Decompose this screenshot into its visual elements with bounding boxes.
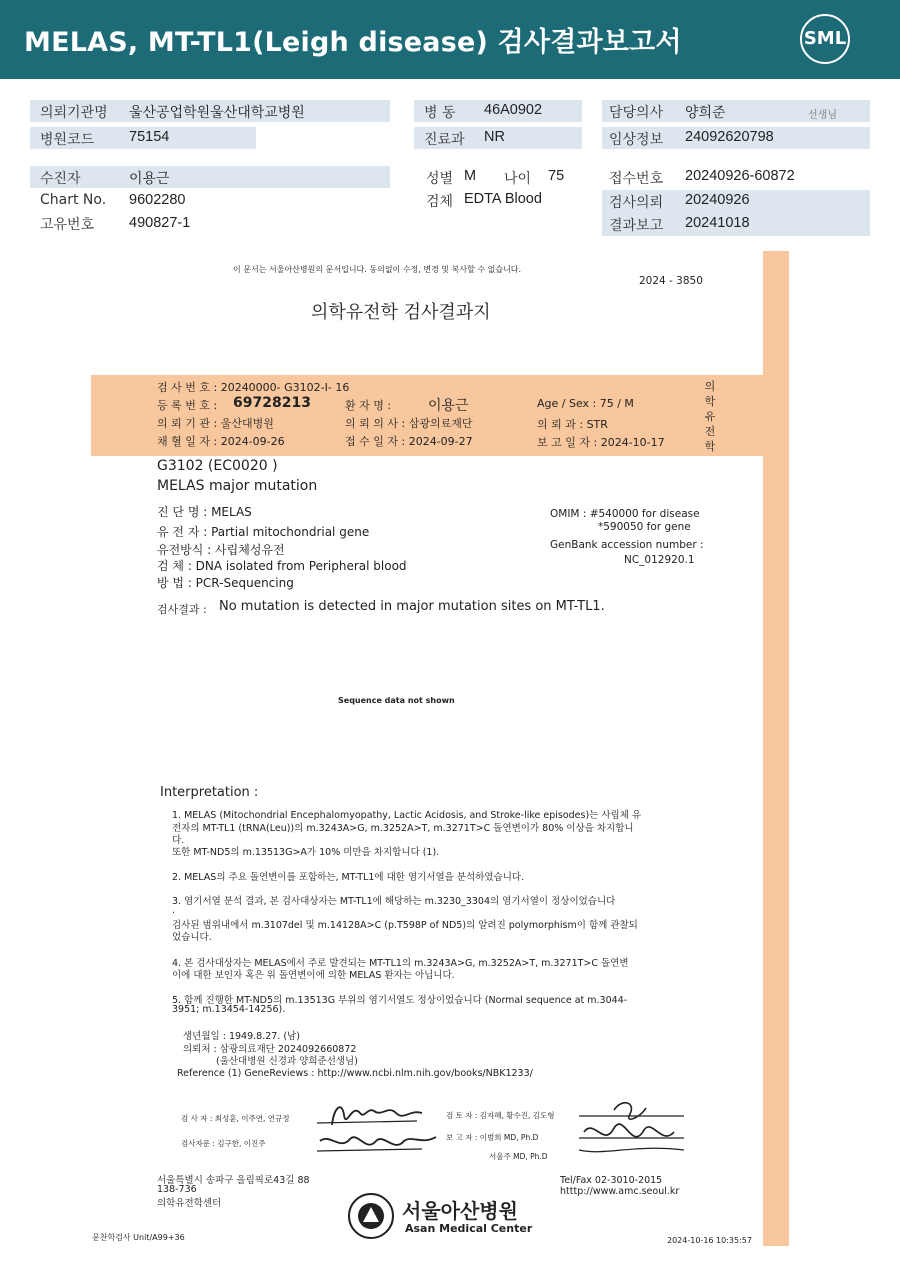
org-value: 울산공업학원울산대학교병원 bbox=[129, 105, 305, 121]
sml-logo-icon bbox=[800, 14, 850, 64]
receipt-label: 접수번호 bbox=[609, 171, 664, 187]
patient-bar bbox=[30, 166, 390, 188]
interp-p3d: 었습니다. bbox=[172, 932, 212, 943]
band-exam-no: 검 사 번 호 : 20240000- G3102-I- 16 bbox=[157, 381, 350, 394]
dept-value: NR bbox=[484, 129, 505, 145]
band-dept: 의 뢰 과 : STR bbox=[537, 418, 608, 431]
reporter-line-2: 서울주 MD, Ph.D bbox=[489, 1152, 548, 1161]
web-line: htttp://www.amc.seoul.kr bbox=[560, 1186, 680, 1197]
tel-line: Tel/Fax 02-3010-2015 bbox=[560, 1175, 663, 1186]
interp-p5b: 3951; m.13454-14256). bbox=[172, 1004, 286, 1015]
interp-p3c: 검사된 범위내에서 m.3107del 및 m.14128A>C (p.T598P of ND5)의 알려진 polymorphism이 함께 관찰되 bbox=[172, 920, 638, 931]
band-vertical-char: 유 bbox=[704, 410, 716, 423]
uid-label: 고유번호 bbox=[40, 217, 95, 233]
interp-p5a: 5. 함께 진행한 MT-ND5의 m.13513G 부위의 염기서열도 정상이었습니다 (Normal sequence at m.3044- bbox=[172, 995, 628, 1006]
interp-p1a: 1. MELAS (Mitochondrial Encephalomyopathy, Lactic Acidosis, and Stroke-like episodes)는 사립체 유 bbox=[172, 810, 642, 821]
sequence-note: Sequence data not shown bbox=[338, 696, 455, 705]
approvers-line: 검사자문 : 김구한, 이진주 bbox=[181, 1139, 266, 1148]
band-receive: 접 수 일 자 : 2024-09-27 bbox=[345, 435, 473, 448]
asan-foundation-seal-icon bbox=[347, 1192, 395, 1240]
diag-line: 진 단 명 : MELAS bbox=[157, 505, 252, 519]
reference-line: Reference (1) GeneReviews : http://www.ncbi.nlm.nih.gov/books/NBK1233/ bbox=[177, 1068, 533, 1079]
interp-title: Interpretation : bbox=[160, 785, 259, 800]
dept-label: 진료과 bbox=[424, 132, 465, 148]
report-date-label: 결과보고 bbox=[609, 218, 664, 234]
doctor-label: 담당의사 bbox=[609, 105, 664, 121]
chart-value: 9602280 bbox=[129, 192, 186, 208]
band-org: 의 뢰 기 관 : 울산대병원 bbox=[157, 417, 274, 430]
band-doctor: 의 뢰 의 사 : 삼광의료재단 bbox=[345, 417, 473, 430]
genbank-line: GenBank accession number : bbox=[550, 539, 704, 551]
specimen-line: 검 체 : DNA isolated from Peripheral blood bbox=[157, 559, 407, 573]
asan-hospital-en: Asan Medical Center bbox=[405, 1222, 533, 1235]
signature-reviewer-icon bbox=[574, 1098, 689, 1168]
requester-line: 의뢰처 : 삼광의료재단 2024092660872 bbox=[183, 1044, 357, 1055]
signature-examiner-icon bbox=[312, 1095, 442, 1165]
hospital-code-value: 75154 bbox=[129, 129, 170, 145]
clinical-label: 임상정보 bbox=[609, 132, 664, 148]
patient-value: 이용근 bbox=[129, 171, 170, 187]
ward-value: 46A0902 bbox=[484, 102, 543, 118]
omim-gene-line: *590050 for gene bbox=[598, 521, 691, 533]
band-patient-label: 환 자 명 : bbox=[345, 399, 392, 412]
dob-line: 생년월일 : 1949.8.27. (남) bbox=[183, 1031, 300, 1042]
report-header bbox=[0, 0, 900, 79]
interp-p1c: 다. bbox=[172, 835, 185, 846]
band-reg-label: 등 록 번 호 : bbox=[157, 399, 218, 412]
patient-label: 수진자 bbox=[40, 171, 81, 187]
interp-p3b: . bbox=[172, 905, 176, 916]
chart-label: Chart No. bbox=[40, 192, 107, 208]
scan-orange-column bbox=[763, 251, 789, 1246]
uid-value: 490827-1 bbox=[129, 215, 191, 231]
asan-hospital-kr: 서울아산병원 bbox=[402, 1199, 518, 1223]
specimen-value: EDTA Blood bbox=[464, 191, 542, 207]
band-collect: 채 혈 일 자 : 2024-09-26 bbox=[157, 435, 285, 448]
inherit-line: 유전방식 : 사립체성유전 bbox=[157, 543, 285, 557]
band-vertical-char: 의 bbox=[704, 380, 716, 393]
band-vertical-char: 학 bbox=[704, 395, 716, 408]
report-date-value: 20241018 bbox=[685, 215, 750, 231]
ward-label: 병 동 bbox=[424, 105, 456, 121]
doctor-suffix: 선생님 bbox=[808, 110, 837, 121]
band-vertical-label bbox=[703, 379, 717, 454]
address-line-3: 의학유전학센터 bbox=[157, 1198, 222, 1209]
interp-p1d: 또한 MT-ND5의 m.13513G>A가 10% 미만을 차지합니다 (1). bbox=[172, 847, 440, 858]
method-line: 방 법 : PCR-Sequencing bbox=[157, 576, 294, 590]
band-vertical-char: 학 bbox=[704, 440, 716, 453]
scan-doc-no: 2024 - 3850 bbox=[639, 275, 703, 287]
interp-p1b: 전자의 MT-TL1 (tRNA(Leu))의 m.3243A>G, m.3252A>T, m.3271T>C 돌연변이가 80% 이상을 차지합니 bbox=[172, 823, 634, 834]
hospital-code-label: 병원코드 bbox=[40, 132, 95, 148]
band-patient: 이용근 bbox=[428, 398, 469, 414]
scan-watermark: 이 문서는 서울아산병원의 문서입니다. 동의없이 수정, 변경 및 복사할 수 없습니다. bbox=[233, 265, 522, 274]
interp-p4a: 4. 본 검사대상자는 MELAS에서 주로 발견되는 MT-TL1의 m.3243A>G, m.3252A>T, m.3271T>C 돌연변 bbox=[172, 958, 629, 969]
sex-label: 성별 bbox=[426, 171, 454, 187]
address-line-1: 서울특별시 송파구 올림픽로43길 88 bbox=[157, 1175, 310, 1186]
request-label: 검사의뢰 bbox=[609, 195, 664, 211]
footer-right: 2024-10-16 10:35:57 bbox=[667, 1236, 752, 1245]
band-age-sex: Age / Sex : 75 / M bbox=[537, 397, 634, 410]
gene-line: 유 전 자 : Partial mitochondrial gene bbox=[157, 525, 370, 539]
result-text: No mutation is detected in major mutation sites on MT-TL1. bbox=[219, 599, 605, 614]
requester-line-2: (울산대병원 신경과 양희준선생님) bbox=[216, 1056, 358, 1067]
sex-value: M bbox=[464, 168, 477, 184]
band-report: 보 고 일 자 : 2024-10-17 bbox=[537, 436, 665, 449]
result-label: 검사결과 : bbox=[157, 603, 207, 616]
address-line-2: 138-736 bbox=[157, 1184, 197, 1195]
band-vertical-char: 전 bbox=[704, 425, 716, 438]
report-title: MELAS, MT-TL1(Leigh disease) 검사결과보고서 bbox=[24, 27, 682, 58]
age-label: 나이 bbox=[504, 171, 532, 187]
sml-logo-text: SML bbox=[803, 28, 847, 49]
reviewers-line: 검 토 자 : 김자혜, 황수진, 김도형 bbox=[446, 1111, 555, 1120]
doctor-value: 양희준 bbox=[685, 105, 726, 121]
receipt-value: 20240926-60872 bbox=[685, 168, 795, 184]
clinical-value: 24092620798 bbox=[685, 129, 774, 145]
test-name: MELAS major mutation bbox=[157, 478, 318, 494]
scanned-report bbox=[0, 240, 900, 1271]
specimen-label: 검체 bbox=[426, 194, 454, 210]
org-label: 의뢰기관명 bbox=[40, 105, 108, 121]
test-code: G3102 (EC0020 ) bbox=[157, 458, 278, 474]
omim-line: OMIM : #540000 for disease bbox=[550, 508, 700, 520]
interp-p2: 2. MELAS의 주요 돌연변이를 포함하는, MT-TL1에 대한 염기서열을 분석하였습니다. bbox=[172, 872, 525, 883]
footer-left: 문찬학검사 Unit/A99+36 bbox=[92, 1233, 185, 1242]
interp-p3a: 3. 염기서열 분석 결과, 본 검사대상자는 MT-TL1에 해당하는 m.3230_3304의 염기서열이 정상이었습니다 bbox=[172, 896, 616, 907]
age-value: 75 bbox=[548, 168, 565, 184]
interp-p4b: 이에 대한 보인자 혹은 위 돌연변이에 의한 MELAS 환자는 아닙니다. bbox=[172, 970, 455, 981]
examiners-line: 검 사 자 : 최성훈, 이주연, 연규정 bbox=[181, 1114, 290, 1123]
scan-title: 의학유전학 검사결과지 bbox=[311, 302, 491, 323]
reporter-line: 보 고 자 : 이범희 MD, Ph.D bbox=[446, 1133, 539, 1142]
band-reg-no: 69728213 bbox=[233, 395, 311, 411]
genbank-accession: NC_012920.1 bbox=[624, 554, 695, 566]
request-value: 20240926 bbox=[685, 192, 750, 208]
